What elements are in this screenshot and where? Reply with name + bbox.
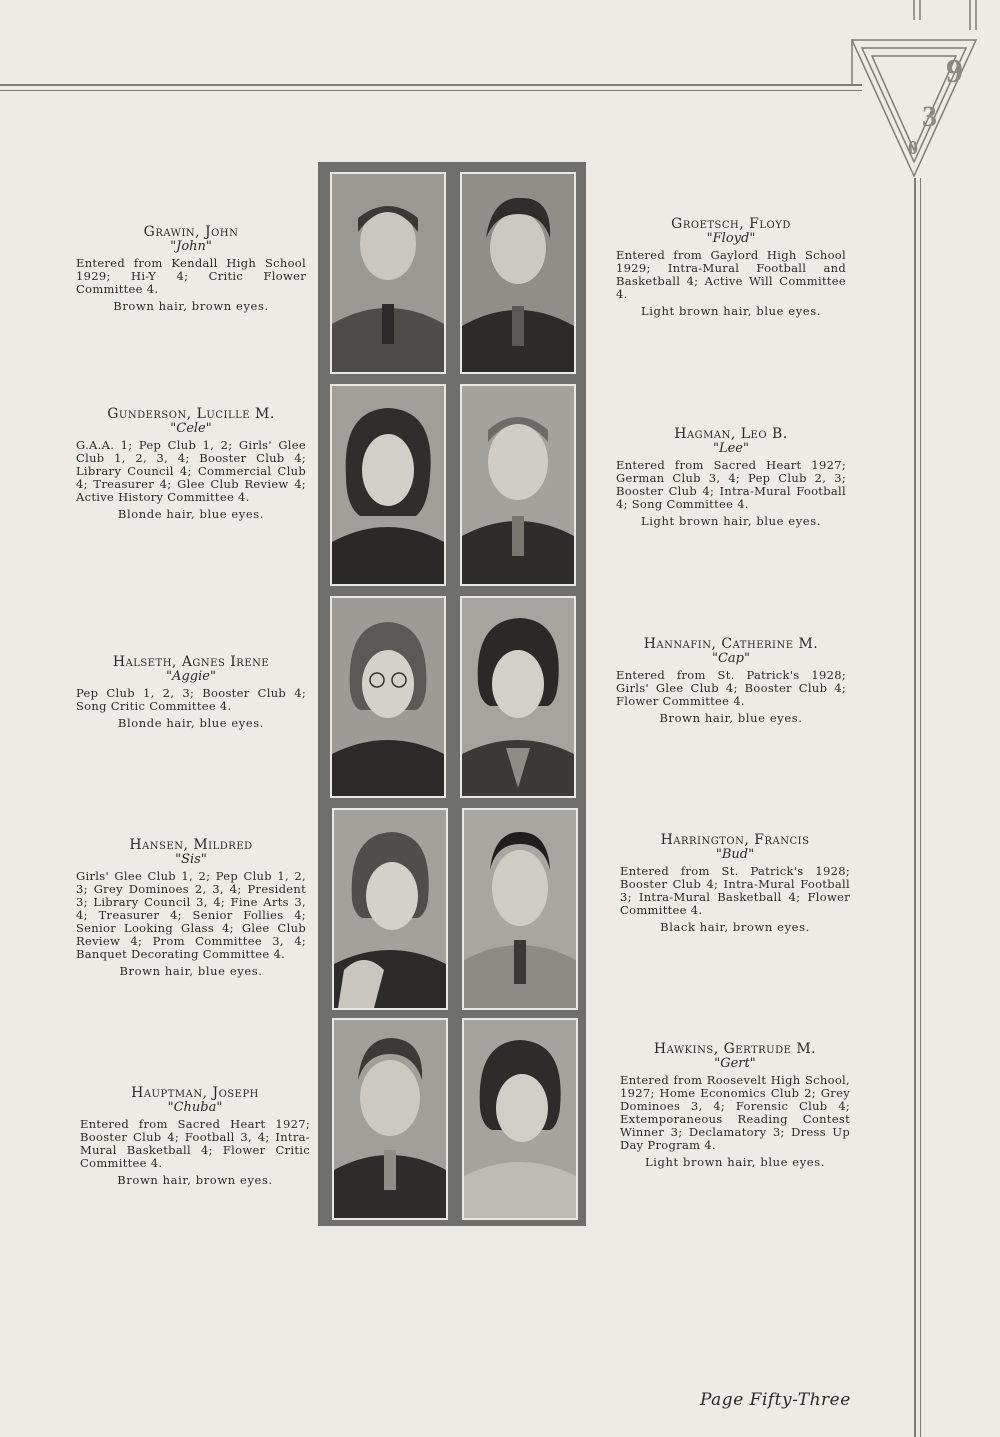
student-hair-eyes: Light brown hair, blue eyes. bbox=[645, 1155, 825, 1169]
entry-hannafin bbox=[616, 638, 846, 725]
entry-hansen bbox=[76, 839, 306, 978]
portrait-hannafin bbox=[460, 596, 576, 798]
student-activities: Entered from Roosevelt High School, 1927; Home Economics Club 2; Grey Dominoes 3, 4; Forensic Club 4; Extemporaneous Reading Contest Winner 3; Declamatory 3; Dress Up Day Program 4. bbox=[620, 1073, 850, 1152]
top-rule-inner bbox=[0, 90, 862, 91]
student-hair-eyes: Brown hair, blue eyes. bbox=[659, 711, 803, 725]
portrait-groetsch bbox=[460, 172, 576, 374]
portrait-hawkins bbox=[462, 1018, 578, 1220]
student-activities: Girls' Glee Club 1, 2; Pep Club 1, 2, 3; Grey Dominoes 2, 3, 4; President 3; Library Council 3, 4; Fine Arts 3, 4; Treasurer 4; Senior Follies 4; Senior Looking Glass 4; Glee Club Review 4; Prom Committee 3, 4; Banquet Decorating Committee 4. bbox=[76, 869, 306, 961]
student-name: Halseth, Agnes Irene bbox=[112, 654, 270, 670]
entry-groetsch bbox=[616, 218, 846, 318]
entry-gunderson bbox=[76, 408, 306, 521]
photo-strip bbox=[318, 162, 586, 1226]
student-nickname: "Sis" bbox=[175, 852, 207, 867]
entry-hagman bbox=[616, 428, 846, 528]
student-nickname: "Bud" bbox=[715, 847, 755, 862]
year-digit-3: 3 bbox=[922, 100, 937, 133]
portrait-gunderson bbox=[330, 384, 446, 586]
entry-halseth bbox=[76, 656, 306, 730]
entry-grawin bbox=[76, 226, 306, 313]
student-name: Groetsch, Floyd bbox=[671, 216, 791, 232]
page-number: Page Fifty-Three bbox=[700, 1390, 851, 1410]
student-nickname: "Cap" bbox=[712, 651, 750, 666]
student-activities: Entered from Gaylord High School 1929; Intra-Mural Football and Basketball 4; Active Will Committee 4. bbox=[616, 248, 846, 301]
portrait-halseth bbox=[330, 596, 446, 798]
student-name: Gunderson, Lucille M. bbox=[107, 406, 275, 422]
entry-harrington bbox=[620, 834, 850, 934]
year-digit-9: 9 bbox=[946, 53, 963, 90]
student-activities: G.A.A. 1; Pep Club 1, 2; Girls' Glee Club 1, 2, 3, 4; Booster Club 4; Library Council 4; Commercial Club 4; Treasurer 4; Glee Club Review 4; Active History Committee 4. bbox=[76, 438, 306, 504]
year-emblem bbox=[850, 0, 980, 200]
student-activities: Pep Club 1, 2, 3; Booster Club 4; Song Critic Committee 4. bbox=[76, 686, 306, 713]
portrait-hansen bbox=[332, 808, 448, 1010]
student-activities: Entered from St. Patrick's 1928; Girls' Glee Club 4; Booster Club 4; Flower Committee 4. bbox=[616, 668, 846, 708]
top-rule bbox=[0, 84, 862, 86]
student-hair-eyes: Brown hair, brown eyes. bbox=[113, 299, 269, 313]
entry-hawkins bbox=[620, 1043, 850, 1169]
student-nickname: "Aggie" bbox=[166, 669, 216, 684]
year-digit-0: 0 bbox=[908, 137, 918, 159]
portrait-hagman bbox=[460, 384, 576, 586]
student-activities: Entered from St. Patrick's 1928; Booster Club 4; Intra-Mural Football 3; Intra-Mural Basketball 4; Flower Committee 4. bbox=[620, 864, 850, 917]
student-hair-eyes: Black hair, brown eyes. bbox=[660, 920, 810, 934]
right-rule-inner bbox=[920, 178, 921, 1437]
student-hair-eyes: Blonde hair, blue eyes. bbox=[117, 716, 265, 730]
student-name: Hannafin, Catherine M. bbox=[643, 636, 819, 652]
portrait-grawin bbox=[330, 172, 446, 374]
student-nickname: "Floyd" bbox=[706, 231, 756, 246]
student-activities: Entered from Sacred Heart 1927; Booster Club 4; Football 3, 4; Intra-Mural Basketball 4; Flower Critic Committee 4. bbox=[80, 1117, 310, 1170]
student-nickname: "John" bbox=[170, 239, 212, 254]
entry-hauptman bbox=[80, 1087, 310, 1187]
student-name: Harrington, Francis bbox=[660, 832, 810, 848]
student-nickname: "Gert" bbox=[714, 1056, 756, 1071]
student-activities: Entered from Kendall High School 1929; Hi-Y 4; Critic Flower Committee 4. bbox=[76, 256, 306, 296]
student-name: Hawkins, Gertrude M. bbox=[653, 1041, 817, 1057]
student-nickname: "Cele" bbox=[170, 421, 212, 436]
student-hair-eyes: Light brown hair, blue eyes. bbox=[641, 514, 821, 528]
student-name: Hauptman, Joseph bbox=[131, 1085, 259, 1101]
portrait-hauptman bbox=[332, 1018, 448, 1220]
student-name: Hagman, Leo B. bbox=[674, 426, 788, 442]
student-hair-eyes: Light brown hair, blue eyes. bbox=[641, 304, 821, 318]
student-hair-eyes: Brown hair, blue eyes. bbox=[119, 964, 263, 978]
student-hair-eyes: Brown hair, brown eyes. bbox=[117, 1173, 273, 1187]
student-hair-eyes: Blonde hair, blue eyes. bbox=[117, 507, 265, 521]
right-rule bbox=[914, 178, 916, 1437]
student-name: Hansen, Mildred bbox=[129, 837, 253, 853]
student-name: Grawin, John bbox=[143, 224, 239, 240]
student-nickname: "Chuba" bbox=[167, 1100, 223, 1115]
student-nickname: "Lee" bbox=[713, 441, 749, 456]
student-activities: Entered from Sacred Heart 1927; German Club 3, 4; Pep Club 2, 3; Booster Club 4; Intra-Mural Football 4; Song Committee 4. bbox=[616, 458, 846, 511]
portrait-harrington bbox=[462, 808, 578, 1010]
